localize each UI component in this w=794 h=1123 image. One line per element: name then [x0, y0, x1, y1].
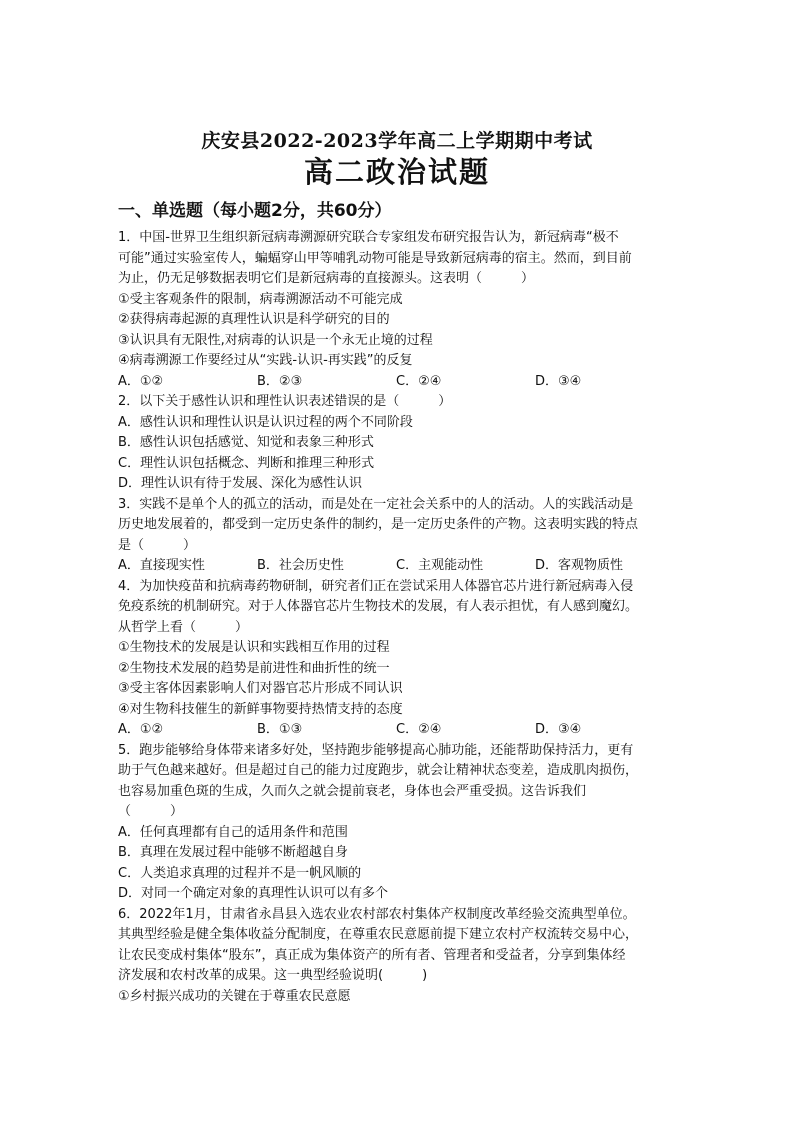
question-stem-line: 其典型经验是健全集体收益分配制度，在尊重农民意愿前提下建立农村产权流转交易中心， — [118, 927, 639, 942]
question-stem-line: 让农民变成村集体“股东”，真正成为集体资产的所有者、管理者和受益者，分享到集体经 — [118, 947, 626, 963]
question-item: D．对同一个确定对象的真理性认识可以有多个 — [118, 886, 389, 901]
question-stem-line: 1．中国-世界卫生组织新冠病毒溯源研究联合专家组发布研究报告认为，新冠病毒“极不 — [118, 230, 619, 245]
answer-option: B．①③ — [257, 722, 303, 737]
question-stem-line: 3．实践不是单个人的孤立的活动，而是处在一定社会关系中的人的活动。人的实践活动是 — [118, 496, 634, 512]
answer-option: A．①② — [118, 722, 164, 737]
question-stem-line: 6．2022年1月，甘肃省永昌县入选农业农村部农村集体产权制度改革经验交流典型单位。 — [118, 906, 636, 922]
question-stem-line: 5．跑步能够给身体带来诸多好处，坚持跑步能够提高心肺功能，还能帮助保持活力，更有 — [118, 742, 634, 758]
section-heading: 一、单选题（每小题2分，共60分） — [118, 201, 392, 221]
question-item: C．理性认识包括概念、判断和推理三种形式 — [118, 455, 375, 471]
question-item: ②获得病毒起源的真理性认识是科学研究的目的 — [118, 312, 390, 327]
question-item: ①乡村振兴成功的关键在于尊重农民意愿 — [118, 988, 351, 1004]
answer-options — [118, 556, 686, 577]
question-item: A．感性认识和理性认识是认识过程的两个不同阶段 — [118, 414, 413, 430]
question-stem-line: 从哲学上看（ ） — [118, 619, 249, 635]
answer-option: D．客观物质性 — [535, 558, 624, 573]
question-stem-line: 历史地发展着的，都受到一定历史条件的制约，是一定历史条件的产物。这表明实践的特点 — [118, 517, 639, 532]
question-5 — [118, 741, 686, 905]
question-stem-line: 可能”通过实验室传人，蝙蝠穿山甲等哺乳动物可能是导致新冠病毒的宿主。然而，到目前 — [118, 250, 632, 266]
question-stem-line: 2．以下关于感性认识和理性认识表述错误的是（ ） — [118, 394, 452, 409]
question-stem-line: 免疫系统的机制研究。对于人体器官芯片生物技术的发展，有人表示担忧，有人感到魔幻。 — [118, 599, 639, 614]
answer-option: C．②④ — [396, 722, 442, 737]
answer-option: A．①② — [118, 373, 164, 389]
question-stem-line: 4．为加快疫苗和抗病毒药物研制，研究者们正在尝试采用人体器官芯片进行新冠病毒入侵 — [118, 578, 634, 594]
question-item: A．任何真理都有自己的适用条件和范围 — [118, 824, 348, 840]
question-6 — [118, 905, 686, 1008]
answer-option: D．③④ — [535, 722, 582, 737]
question-item: ④对生物科技催生的新鲜事物要持热情支持的态度 — [118, 701, 403, 717]
answer-option: D．③④ — [535, 373, 582, 389]
question-stem-line: （ ） — [118, 804, 184, 819]
question-item: B．真理在发展过程中能够不断超越自身 — [118, 845, 348, 860]
question-item: ①受主客观条件的限制，病毒溯源活动不可能完成 — [118, 291, 403, 307]
answer-options — [118, 720, 686, 741]
question-stem-line: 济发展和农村改革的成果。这一典型经验说明( ) — [118, 968, 428, 983]
question-stem-line: 也容易加重色斑的生成，久而久之就会提前衰老，身体也会严重受损。这告诉我们 — [118, 783, 587, 799]
question-item: ④病毒溯源工作要经过从“实践-认识-再实践”的反复 — [118, 353, 413, 368]
question-item: ②生物技术发展的趋势是前进性和曲折性的统一 — [118, 660, 390, 676]
question-item: C．人类追求真理的过程并不是一帆风顺的 — [118, 865, 362, 881]
question-stem-line: 是（ ） — [118, 537, 197, 553]
question-1 — [118, 228, 686, 392]
question-4 — [118, 577, 686, 741]
answer-option: B．②③ — [257, 373, 303, 389]
exam-subtitle: 高二政治试题 — [303, 155, 490, 189]
question-2 — [118, 392, 686, 495]
answer-options — [118, 372, 686, 393]
exam-title: 庆安县2022-2023学年高二上学期期中考试 — [201, 130, 593, 152]
question-list — [118, 228, 686, 1007]
answer-option: A．直接现实性 — [118, 558, 205, 573]
question-item: ③受主客体因素影响人们对器官芯片形成不同认识 — [118, 681, 403, 696]
question-item: ③认识具有无限性,对病毒的认识是一个永无止境的过程 — [118, 332, 433, 348]
question-stem-line: 助于气色越来越好。但是超过自己的能力过度跑步，就会让精神状态变差，造成肌肉损伤， — [118, 763, 639, 778]
question-item: B．感性认识包括感觉、知觉和表象三种形式 — [118, 435, 374, 450]
question-3 — [118, 495, 686, 577]
answer-option: C．主观能动性 — [396, 558, 484, 573]
answer-option: B．社会历史性 — [257, 558, 344, 573]
question-stem-line: 为止，仍无足够数据表明它们是新冠病毒的直接源头。这表明（ ） — [118, 271, 535, 286]
question-item: D．理性认识有待于发展、深化为感性认识 — [118, 476, 363, 491]
answer-option: C．②④ — [396, 373, 442, 389]
question-item: ①生物技术的发展是认识和实践相互作用的过程 — [118, 640, 390, 655]
